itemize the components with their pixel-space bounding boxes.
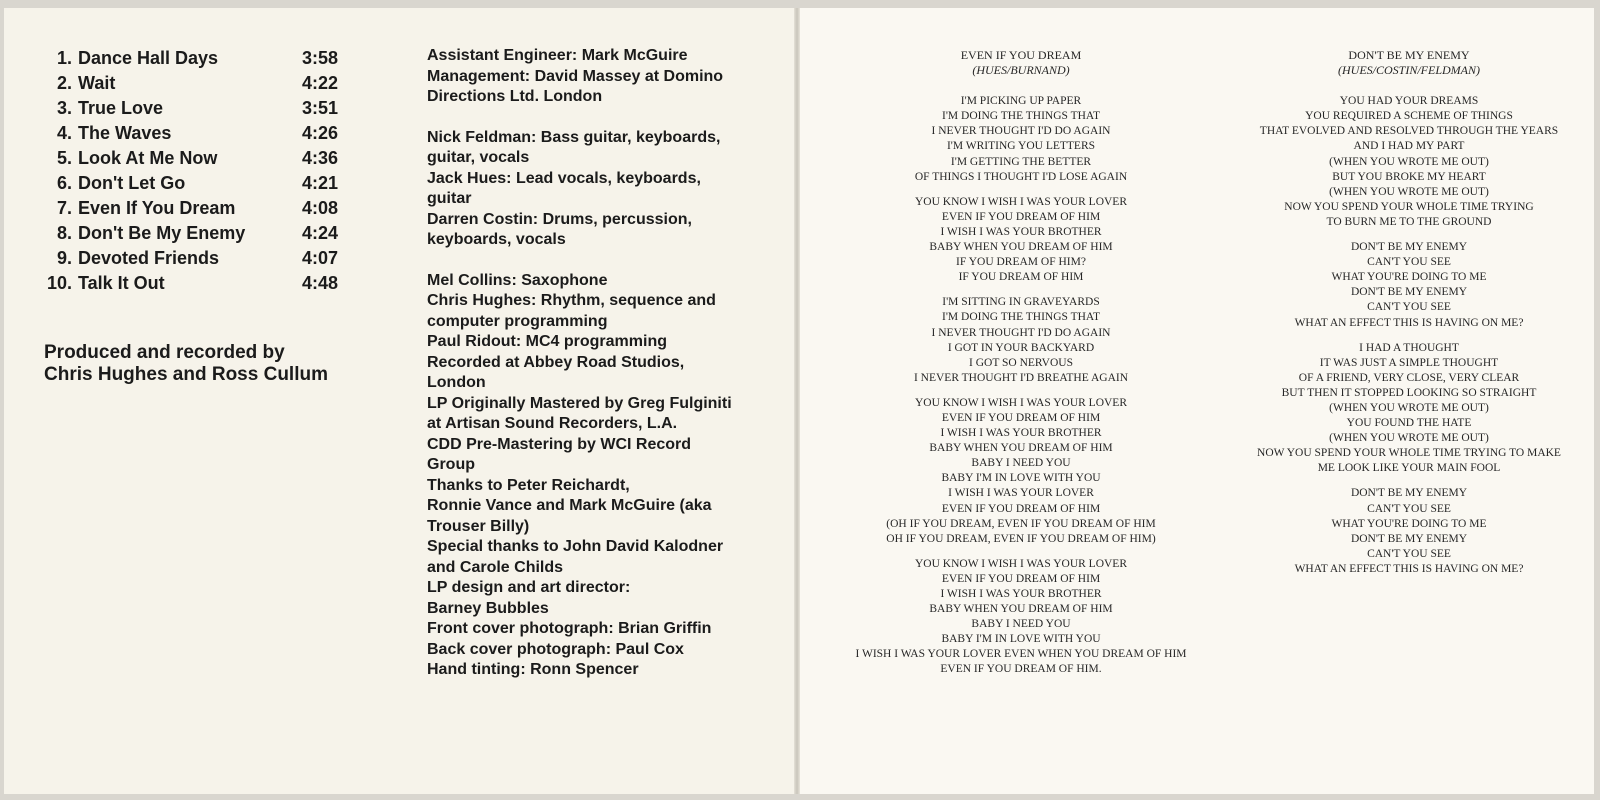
credit-line: Chris Hughes: Rhythm, sequence and (427, 292, 716, 309)
lyric-line: YOU FOUND THE HATE (1346, 417, 1472, 430)
credits-list (427, 46, 772, 681)
credit-line: Group (427, 456, 475, 473)
lyric-line: I'M DOING THE THINGS THAT (942, 110, 1100, 123)
credit-line: Special thanks to John David Kalodner (427, 538, 724, 555)
credit-line: Nick Feldman: Bass guitar, keyboards, (427, 128, 721, 146)
track-row (42, 196, 352, 221)
track-title: Dance Hall Days (78, 48, 219, 68)
lyric-line: I NEVER THOUGHT I'D DO AGAIN (931, 125, 1111, 138)
lyric-line: CAN'T YOU SEE (1367, 502, 1451, 515)
track-duration: 4:48 (302, 273, 339, 293)
track-row (42, 246, 352, 271)
lyric-line: I HAD A THOUGHT (1359, 341, 1459, 354)
lyrics-dont-be-my-enemy (1224, 48, 1594, 577)
lyric-line: I NEVER THOUGHT I'D BREATHE AGAIN (913, 371, 1129, 384)
track-title: Even If You Dream (78, 198, 236, 218)
credit-line: keyboards, vocals (427, 231, 566, 248)
lyric-line: YOU KNOW I WISH I WAS YOUR LOVER (915, 557, 1127, 570)
lyric-line: NOW YOU SPEND YOUR WHOLE TIME TRYING TO MAKE (1257, 447, 1561, 460)
left-page (4, 8, 794, 794)
credit-line: Back cover photograph: Paul Cox (427, 640, 684, 658)
track-number: 2. (56, 73, 72, 93)
lyric-line: AND I HAD MY PART (1353, 140, 1465, 153)
lyric-line: (WHEN YOU WROTE ME OUT) (1329, 432, 1489, 445)
track-number: 7. (56, 198, 72, 218)
track-duration: 4:36 (302, 148, 339, 168)
track-title: Devoted Friends (78, 248, 220, 268)
lyric-line: I WISH I WAS YOUR LOVER (948, 487, 1094, 500)
lyric-line: WHAT AN EFFECT THIS IS HAVING ON ME? (1294, 316, 1524, 329)
lyric-line: (OH IF YOU DREAM, EVEN IF YOU DREAM OF HIM (886, 517, 1156, 530)
lyric-line: DON'T BE MY ENEMY (1350, 532, 1468, 545)
cd-booklet-spread (4, 8, 1594, 794)
credit-line: guitar, vocals (427, 149, 530, 166)
lyric-line: DON'T BE MY ENEMY (1350, 241, 1468, 254)
lyric-line: I'M DOING THE THINGS THAT (942, 311, 1100, 324)
credit-line: and Carole Childs (427, 558, 564, 576)
track-duration: 4:07 (302, 248, 339, 268)
track-duration: 4:26 (302, 123, 339, 143)
lyric-line: THAT EVOLVED AND RESOLVED THROUGH THE YEARS (1259, 125, 1559, 138)
credit-line: Trouser Billy) (427, 517, 530, 535)
credit-line: at Artisan Sound Recorders, L.A. (427, 415, 678, 432)
credit-line: guitar (427, 190, 472, 207)
lyric-line: BABY WHEN YOU DREAM OF HIM (929, 241, 1113, 254)
lyric-line: WHAT YOU'RE DOING TO ME (1331, 517, 1487, 530)
lyric-line: I WISH I WAS YOUR LOVER EVEN WHEN YOU DREAM OF HIM (855, 648, 1187, 661)
lyric-line: OH IF YOU DREAM, EVEN IF YOU DREAM OF HIM) (886, 532, 1156, 545)
lyric-line: EVEN IF YOU DREAM OF HIM (941, 411, 1101, 424)
track-title: Don't Let Go (78, 173, 186, 193)
credit-line: Directions Ltd. London (427, 88, 603, 105)
credit-line: London (427, 374, 486, 391)
track-duration: 4:22 (302, 73, 339, 93)
lyric-line: BABY I NEED YOU (971, 618, 1071, 631)
lyric-line: I'M PICKING UP PAPER (960, 95, 1082, 108)
credit-line: Hand tinting: Ronn Spencer (427, 661, 639, 678)
track-title: The Waves (78, 123, 172, 143)
lyric-line: I'M SITTING IN GRAVEYARDS (942, 296, 1100, 309)
lyric-line: I WISH I WAS YOUR BROTHER (940, 225, 1102, 238)
credit-line: Management: David Massey at Domino (427, 67, 724, 85)
lyric-line: EVEN IF YOU DREAM OF HIM (941, 572, 1101, 585)
track-duration: 4:24 (302, 223, 339, 243)
lyric-line: I'M WRITING YOU LETTERS (946, 140, 1096, 153)
track-row (42, 71, 352, 96)
lyric-line: IF YOU DREAM OF HIM? (956, 256, 1086, 269)
lyric-line: DON'T BE MY ENEMY (1350, 487, 1468, 500)
lyric-line: I WISH I WAS YOUR BROTHER (940, 427, 1102, 440)
song-title: EVEN IF YOU DREAM (960, 48, 1082, 62)
track-number: 4. (56, 123, 72, 143)
credit-line: Thanks to Peter Reichardt, (427, 476, 630, 494)
track-duration: 3:58 (302, 48, 339, 68)
credit-line: LP Originally Mastered by Greg Fulginiti (427, 394, 732, 412)
track-title: Don't Be My Enemy (78, 223, 246, 243)
lyric-line: EVEN IF YOU DREAM OF HIM. (940, 663, 1102, 676)
lyric-line: EVEN IF YOU DREAM OF HIM (941, 210, 1101, 223)
track-number: 3. (56, 98, 72, 118)
lyric-line: BABY I NEED YOU (971, 457, 1071, 470)
producer-credit (44, 342, 404, 386)
song-title: DON'T BE MY ENEMY (1348, 48, 1470, 62)
track-duration: 4:08 (302, 198, 339, 218)
track-duration: 4:21 (302, 173, 339, 193)
track-row (42, 271, 352, 296)
credit-line: Mel Collins: Saxophone (427, 271, 608, 289)
lyric-line: BUT YOU BROKE MY HEART (1332, 170, 1486, 183)
track-row (42, 171, 352, 196)
lyric-line: IF YOU DREAM OF HIM (958, 271, 1084, 284)
producer-line: Chris Hughes and Ross Cullum (44, 364, 328, 385)
lyric-line: BABY WHEN YOU DREAM OF HIM (929, 603, 1113, 616)
lyric-line: CAN'T YOU SEE (1367, 547, 1451, 560)
lyric-line: (WHEN YOU WROTE ME OUT) (1329, 401, 1489, 414)
credit-line: Paul Ridout: MC4 programming (427, 333, 667, 350)
lyric-line: YOU KNOW I WISH I WAS YOUR LOVER (915, 195, 1127, 208)
lyric-line: CAN'T YOU SEE (1367, 256, 1451, 269)
lyric-line: I NEVER THOUGHT I'D DO AGAIN (931, 326, 1111, 339)
lyric-line: I GOT IN YOUR BACKYARD (947, 341, 1095, 354)
producer-line: Produced and recorded by (44, 342, 285, 363)
lyric-line: BABY I'M IN LOVE WITH YOU (941, 633, 1101, 646)
track-title: True Love (78, 98, 164, 118)
track-number: 10. (46, 273, 72, 293)
credit-line: Barney Bubbles (427, 599, 549, 617)
lyric-line: I GOT SO NERVOUS (969, 356, 1073, 369)
lyric-line: (WHEN YOU WROTE ME OUT) (1329, 155, 1489, 168)
lyric-line: CAN'T YOU SEE (1367, 301, 1451, 314)
lyric-line: TO BURN ME TO THE GROUND (1326, 215, 1492, 228)
lyric-line: ME LOOK LIKE YOUR MAIN FOOL (1317, 462, 1501, 475)
lyric-line: BUT THEN IT STOPPED LOOKING SO STRAIGHT (1281, 386, 1537, 399)
credit-line: Assistant Engineer: Mark McGuire (427, 47, 688, 64)
lyrics-even-if-you-dream (821, 48, 1221, 678)
track-title: Look At Me Now (78, 148, 218, 168)
track-duration: 3:51 (302, 98, 339, 118)
track-number: 5. (56, 148, 72, 168)
track-title: Wait (78, 73, 116, 93)
track-list (42, 46, 352, 296)
lyric-line: WHAT YOU'RE DOING TO ME (1331, 271, 1487, 284)
lyric-line: YOU KNOW I WISH I WAS YOUR LOVER (915, 396, 1127, 409)
track-row (42, 221, 352, 246)
credit-line: Front cover photograph: Brian Griffin (427, 620, 712, 637)
credit-line: Darren Costin: Drums, percussion, (427, 210, 692, 228)
lyric-line: YOU HAD YOUR DREAMS (1339, 95, 1479, 108)
lyric-line: IT WAS JUST A SIMPLE THOUGHT (1319, 356, 1499, 369)
lyric-line: BABY I'M IN LOVE WITH YOU (941, 472, 1101, 485)
lyric-line: OF THINGS I THOUGHT I'D LOSE AGAIN (914, 170, 1128, 183)
credit-line: Jack Hues: Lead vocals, keyboards, (427, 169, 701, 187)
lyric-line: YOU REQUIRED A SCHEME OF THINGS (1305, 110, 1513, 123)
track-row (42, 146, 352, 171)
credit-line: Recorded at Abbey Road Studios, (427, 353, 685, 371)
lyric-line: (WHEN YOU WROTE ME OUT) (1329, 185, 1489, 198)
lyric-line: EVEN IF YOU DREAM OF HIM (941, 502, 1101, 515)
track-number: 1. (56, 48, 72, 68)
track-number: 6. (56, 173, 72, 193)
lyric-line: OF A FRIEND, VERY CLOSE, VERY CLEAR (1298, 371, 1520, 384)
lyric-line: DON'T BE MY ENEMY (1350, 286, 1468, 299)
track-row (42, 46, 352, 71)
track-row (42, 121, 352, 146)
song-writers: (HUES/BURNAND) (972, 63, 1070, 78)
track-number: 8. (56, 223, 72, 243)
credit-line: LP design and art director: (427, 579, 631, 596)
track-row (42, 96, 352, 121)
song-writers: (HUES/COSTIN/FELDMAN) (1338, 63, 1480, 78)
lyric-line: I'M GETTING THE BETTER (950, 155, 1092, 168)
credit-line: CDD Pre-Mastering by WCI Record (427, 435, 692, 453)
credit-line: Ronnie Vance and Mark McGuire (aka (427, 497, 712, 514)
lyric-line: BABY WHEN YOU DREAM OF HIM (929, 442, 1113, 455)
lyric-line: WHAT AN EFFECT THIS IS HAVING ON ME? (1294, 562, 1524, 575)
track-number: 9. (56, 248, 72, 268)
credit-line: computer programming (427, 312, 608, 330)
lyric-line: I WISH I WAS YOUR BROTHER (940, 588, 1102, 600)
lyric-line: NOW YOU SPEND YOUR WHOLE TIME TRYING (1284, 200, 1534, 213)
track-title: Talk It Out (78, 273, 165, 293)
